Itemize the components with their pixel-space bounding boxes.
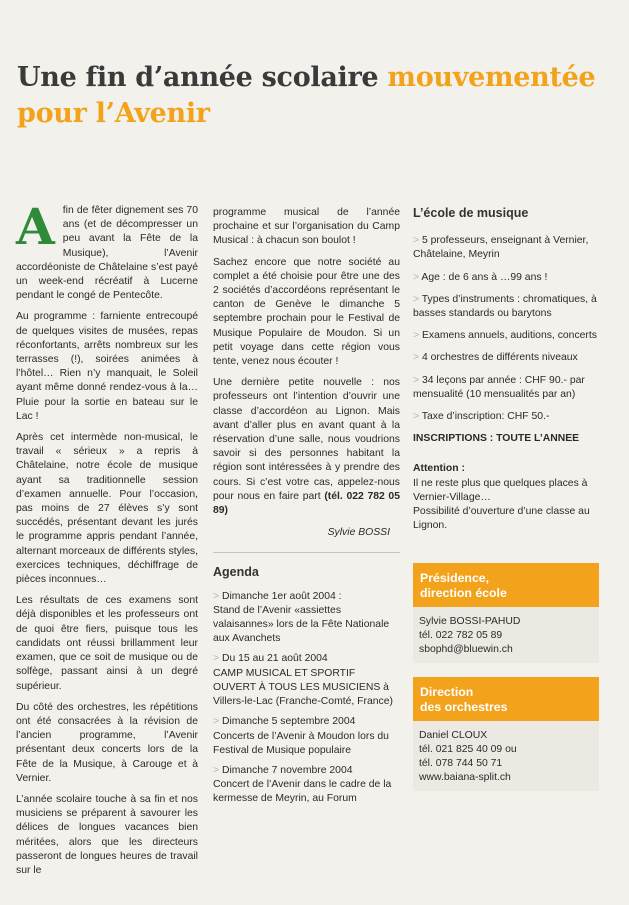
attention-line: Possibilité d’ouverture d’une classe au Lignon. xyxy=(413,506,590,532)
agenda-item xyxy=(213,652,400,709)
paragraph: Les résultats de ces examens sont déjà disponibles et les professeurs ont de quoi être fiers, puisque tous les candidats ont réussi brillamment leur examen, que ce soit de musique ou de solfège, passant ainsi à un degré supérieur. xyxy=(16,595,198,692)
paragraph: Au programme : farniente entrecoupé de quelques visites de musées, repas réconfortants, arrêts nombreux sur les terrasses (!), soirées animées à l’hôtel… Rien n’y manquait, le Soleil ayant même donné rendez-vous à la… Pluie pour la sortie en bateau sur le Lac ! xyxy=(16,311,198,422)
paragraph-intro-text: fin de fêter dignement ses 70 ans (et de décompresser un peu avant la Fête de la Musique), l’Avenir accordéoniste de Châtelaine s’est payé un week-end récréatif à Lucerne pendant le congé de Pentecôte. xyxy=(16,205,198,302)
paragraph: Du côté des orchestres, les répétitions ont été consacrées à la révision de l’ancien programme, l’Avenir présentant deux concerts lors de la Fête de la Musique, à Carouge et à Vernier. xyxy=(16,701,198,784)
contact-phone: tél. 021 825 40 09 ou xyxy=(419,744,517,756)
agenda-list xyxy=(213,590,400,807)
agenda-text: Stand de l’Avenir «assiettes valaisannes» lors de la Fête Nationale aux Avanchets xyxy=(213,604,390,645)
contact-box-heading-line: des orchestres xyxy=(420,700,508,715)
ecole-item xyxy=(413,374,599,402)
ecole-item xyxy=(413,329,599,343)
contact-box-presidence xyxy=(413,563,599,663)
author-signature: Sylvie BOSSI xyxy=(327,527,390,539)
paragraph: Sachez encore que notre société au complet a été choisie pour être une des 2 sociétés d’accordéons représentant le canton de Genève le dimanche 5 septembre prochain pour le Festival de Musique Populaire de Moudon. Si un petit voyage dans cette région vous tente, venez nous écouter ! xyxy=(213,256,400,368)
inscriptions-note: INSCRIPTIONS : TOUTE L’ANNEE xyxy=(413,433,580,445)
bullet-marker: > xyxy=(213,653,220,665)
contact-email[interactable]: sbophd@bluewin.ch xyxy=(419,644,513,656)
bullet-marker: > xyxy=(413,235,420,247)
ecole-item-text: 34 leçons par année : CHF 90.- par mensualité (10 mensualités par an) xyxy=(413,374,585,400)
bullet-marker: > xyxy=(413,330,420,342)
contact-name: Sylvie BOSSI-PAHUD xyxy=(419,616,521,628)
contact-box-heading-line: Présidence, xyxy=(420,571,490,586)
contact-phone: tél. 078 744 50 71 xyxy=(419,758,503,770)
contact-phone: (tél. 022 782 05 89) xyxy=(213,490,400,517)
paragraph-text: Une dernière petite nouvelle : nos professeurs ont l’intention d’ouvrir une classe d’accordéon au Lignon. Mais avant d’aller plus en avant quant à la réservation d’une salle, nous voudrions savoir si des personnes habitant la région sont intéressées à y prendre des cours. Si c’est votre cas, appelez-nous pour nous en faire part xyxy=(213,377,400,502)
contact-box-direction xyxy=(413,677,599,791)
agenda-text: CAMP MUSICAL ET SPORTIF OUVERT À TOUS LES MUSICIENS à Villers-le-Lac (Franche-Comté, France) xyxy=(213,667,393,708)
contact-phone: tél. 022 782 05 89 xyxy=(419,630,503,642)
bullet-marker: > xyxy=(413,374,420,386)
agenda-date: Dimanche 1er août 2004 : xyxy=(221,590,342,602)
attention-block xyxy=(413,462,599,533)
ecole-item xyxy=(413,410,599,424)
agenda-item xyxy=(213,590,400,647)
bullet-marker: > xyxy=(413,352,420,364)
article-title xyxy=(17,60,617,132)
paragraph: L’année scolaire touche à sa fin et nos musiciens se préparent à savourer les délices de longues vacances bien méritées, alors que les directeurs passeront de longues heures de travail sur le xyxy=(16,793,198,876)
contact-box-heading xyxy=(413,563,599,607)
agenda-date: Du 15 au 21 août 2004 xyxy=(221,653,328,665)
ecole-item-text: 4 orchestres de différents niveaux xyxy=(421,352,578,364)
contact-website-link[interactable]: www.baiana-split.ch xyxy=(419,772,511,784)
bullet-marker: > xyxy=(213,764,220,776)
contact-box-body xyxy=(413,607,599,663)
ecole-item-text: Taxe d’inscription: CHF 50.- xyxy=(421,411,550,423)
title-part-accent: mouvementée xyxy=(387,62,596,93)
contact-box-heading-line: direction école xyxy=(420,586,507,601)
title-part-dark: Une fin d’année scolaire xyxy=(17,62,379,93)
contact-box-heading-line: Direction xyxy=(420,685,474,700)
agenda-item xyxy=(213,764,400,807)
ecole-item xyxy=(413,271,599,285)
ecole-item-text: Types d’instruments : chromatiques, à basses standards ou barytons xyxy=(413,293,597,320)
drop-cap: A xyxy=(16,197,55,256)
attention-line: Il ne reste plus que quelques places à Vernier-Village… xyxy=(413,477,588,503)
agenda-date: Dimanche 7 novembre 2004 xyxy=(221,764,353,776)
title-part-accent-2: pour l’Avenir xyxy=(17,98,210,129)
paragraph: programme musical de l’année prochaine et sur l’organisation du Camp Musical : à chacun son boulot ! xyxy=(213,207,400,247)
ecole-item xyxy=(413,351,599,365)
paragraph-intro xyxy=(16,197,198,303)
agenda-text: Concert de l’Avenir dans le cadre de la kermesse de Meyrin, au Forum xyxy=(213,779,392,805)
agenda-item xyxy=(213,715,400,758)
article-column-1 xyxy=(16,180,198,885)
article-column-2 xyxy=(213,206,400,813)
contact-name: Daniel CLOUX xyxy=(419,730,488,742)
paragraph xyxy=(213,376,400,518)
bullet-marker: > xyxy=(213,716,220,728)
ecole-heading: L’école de musique xyxy=(413,206,529,220)
attention-title: Attention : xyxy=(413,463,465,475)
ecole-item-text: 5 professeurs, enseignant à Vernier, Châtelaine, Meyrin xyxy=(413,235,589,261)
contact-box-body xyxy=(413,721,599,791)
paragraph: Après cet intermède non-musical, le travail « sérieux » a repris à Châtelaine, notre école de musique ayant sa traditionnelle session d’examen annuelle. Pour l’occasion, pas moins de 27 élèves s’y sont succédés, présentant devant les jurés le programme appris pendant l’année, alternant morceaux de différents styles, exercices techniques, déchiffrage de pièces inconnues… xyxy=(16,432,198,586)
sidebar-column xyxy=(413,206,599,805)
bullet-marker: > xyxy=(413,293,420,305)
agenda-date: Dimanche 5 septembre 2004 xyxy=(221,716,356,728)
ecole-item xyxy=(413,234,599,262)
bullet-marker: > xyxy=(413,271,420,283)
contact-box-heading xyxy=(413,677,599,721)
ecole-item-text: Examens annuels, auditions, concerts xyxy=(421,330,597,342)
ecole-item-text: Age : de 6 ans à …99 ans ! xyxy=(421,271,548,283)
bullet-marker: > xyxy=(213,590,220,602)
bullet-marker: > xyxy=(413,411,420,423)
ecole-item xyxy=(413,293,599,321)
agenda-text: Concerts de l’Avenir à Moudon lors du Festival de Musique populaire xyxy=(213,730,389,756)
agenda-heading: Agenda xyxy=(213,552,400,579)
